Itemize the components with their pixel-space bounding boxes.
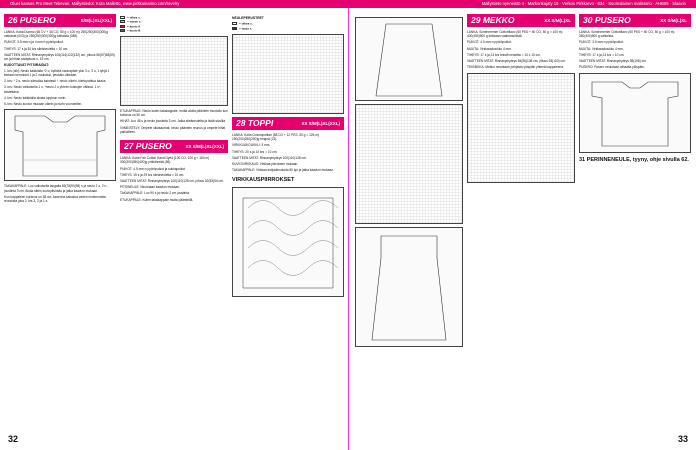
- m29-title: MEKKO: [482, 14, 515, 25]
- m30-schematic: [579, 73, 691, 153]
- m26-legend-2: = kuvio A: [127, 23, 141, 28]
- basics-legend: [232, 22, 344, 31]
- m29-p3: TIHEYS: 17 s ja 24 krs tekstit neuletta = 10 x 10 cm.: [467, 52, 541, 57]
- m26-num: 26: [8, 14, 18, 25]
- m26-p1: PUIKOT: 3.5 mm:n ja 4 mm:n pyöröpuikot.: [4, 40, 64, 45]
- basics-legend-1: = nurja s.: [239, 26, 253, 31]
- m26-schematic: [4, 109, 116, 181]
- m26-t3: HIHAT: Luo 48 s ja neulo joustinta 3 cm. Jatka sileäneuletta ja lisää sivuilla.: [120, 119, 226, 124]
- m26-s1: 2. krs: * 2 o, neulo silmukka kahdesti *, neulo oikein, kiertopahtua kaava.: [4, 79, 107, 84]
- m29-header: [467, 14, 575, 27]
- m26-legend-0: = oikea s.: [127, 15, 141, 20]
- m27-title: PUSERO: [135, 140, 172, 151]
- page-header-bar: [0, 0, 696, 8]
- column-m29-diagrams: [355, 14, 463, 448]
- m26-stitch-chart: [120, 36, 228, 106]
- m26-legend-1: = vasen s.: [127, 19, 142, 24]
- dress-body-icon: [356, 228, 462, 348]
- m29-sizes: XX S/M(L)XL: [544, 17, 571, 23]
- m30-p3: TIHEYS: 17 s ja 24 krs = 10 cm.: [579, 52, 625, 57]
- left-page: [0, 8, 348, 450]
- m30-header: [579, 14, 691, 27]
- header-left: Oluet kansas Pro Meet Tekevan. Mallystiedot: Kota Malletto, www.pirkkainarino.com/ravelry: [10, 1, 180, 7]
- m29-p2: MUUTA: Virkkauskoukku 4 mm.: [467, 46, 512, 51]
- m29-p0: LANKA: Scheheremer Cottonflavo (50 PES + 50 CO, 50 g = 100 m) 400(450)500 g kirkkaan vaaleansinistä.: [467, 30, 563, 39]
- m29-pattern-chart: [355, 104, 463, 224]
- m28-p0: LANKA: Kotia Cosmopolitan (88 CO + 12 PES, 50 g = 125 m) 150(200)250(250)g beigeä (23).: [232, 132, 319, 142]
- m28-num: 28: [236, 117, 246, 128]
- m29-p1: PUIKOT: 4.5 mm:n pyöröpuikot.: [467, 40, 512, 45]
- m26-p3: VAATTEEN MITAT: Rinnanympärys 106(116)122(132) cm, pituus 56(57)58(59) cm ja hihan sisäpituus n. 19 cm.: [4, 52, 115, 62]
- pullover-schematic-icon: [580, 74, 690, 154]
- m26-s2: 3. krs: Neulo valkoisella 1 o, *neulo 2 o yhteen toistojen välissä, 1 o*, toistettava.: [4, 85, 102, 94]
- m27-p0: LANKA: Kotia Fair Cotton Hand Dyed (100 CO, 100 g = 160 m) 300(300)350(400)g yrttivihreää (56).: [120, 156, 210, 165]
- m30-num: 30: [583, 14, 593, 25]
- m26-subhead: KUDOTTAVAT PITSIRAIDAT:: [4, 63, 50, 68]
- m27-p2: TIHEYS: 19 s ja 29 krs sileäneuletta = 10 cm.: [120, 172, 185, 177]
- m26-t1: Kun kappaleen korkeus on 38 cm, kavenna kainaloa varten molemmista reunoista joka 2. krs 3, 2 ja 1 s.: [4, 194, 106, 203]
- m27-header: [120, 140, 228, 153]
- m28-header: [232, 117, 344, 130]
- basics-legend-0: = oikea s.: [239, 21, 253, 26]
- m28-crochet-chart: [232, 187, 344, 297]
- m26-t0: TAKAKAPPALE: Luo valkoisella langalla 69(78)90(98) s ja neulo 2 o, 2 n -joustinta 3 cm. Aloita sitten kuviopitsiraita ja jatka kaavion mukaan.: [4, 184, 109, 193]
- m29-lace-chart: [467, 73, 575, 183]
- dress-schematic-icon: [356, 18, 462, 102]
- continue-note: 31 PERINNENEULE, tyyny, ohje sivulla 62.: [579, 156, 689, 163]
- column-m29: [467, 14, 575, 448]
- m29-body-schematic: [355, 227, 463, 347]
- m28-sizes: XX S/M(L)XL(XXL): [301, 120, 340, 126]
- m30-p5: PUSERO: Pusero neulotaan alhaalta ylöspäin.: [579, 65, 645, 70]
- column-m26-cont: [120, 14, 228, 448]
- m27-p4: PITSINEULE: Neulotaan kaavion mukaan.: [120, 185, 180, 190]
- crochet-charts-caption: VIRKKAUSPIIRROKSET: [232, 176, 295, 183]
- header-right: Mallystieto nyeneistö 4 · Markonkajaty 15 · Verkon Pirkkarvo · 634 · Suomalainen malistorio · AHB05 · Slaavin: [481, 1, 686, 7]
- m27-p3: VAATTEEN MITAT: Rinnanympärys 100(110)128 cm, pituus 52(53)54 cm.: [120, 178, 224, 183]
- crochet-diagram-icon: [233, 188, 343, 298]
- right-page-number: 33: [677, 434, 688, 445]
- m26-title: PUSERO: [19, 14, 56, 25]
- m27-lace-chart: [232, 34, 344, 114]
- m26-s3: 4. krs: Neulo kaikkialla alusta loppuun nurin.: [4, 95, 67, 100]
- basics-title: NEULEPERUSTEET: [232, 16, 264, 20]
- m27-sizes: XX S/M(L)XL(XXL): [185, 143, 224, 149]
- m26-header: [4, 14, 116, 27]
- m30-p4: VAATTEEN MITAT: Rinnanympärys 98(108) cm.: [579, 59, 647, 64]
- m27-p5: TAKAKAPPALE: Luo 90 s ja neulo 2 cm joustinta.: [120, 191, 190, 196]
- m27-p1: PUIKOT: 4.5 mm:n pyöröpuikot ja sukkapuikot.: [120, 166, 186, 171]
- m27-num: 27: [124, 140, 134, 151]
- m27-p6: ETUKAPPALE: Kuten takakappale mutta pääntiellä.: [120, 197, 194, 202]
- m26-legend-3: = kuvio B: [127, 28, 141, 33]
- m29-p5: TEKNIIKKA: Mekko neulotaan pohjasta ylöspäin yhtenä kappaleena.: [467, 65, 564, 70]
- m29-p4: VAATTEEN MITAT: Rinnanympärys 84(96)108 cm, pituus 93(100) cm.: [467, 59, 566, 64]
- m29-skirt-schematic: [355, 17, 463, 101]
- left-page-number: 32: [8, 434, 19, 445]
- m28-p4: KUVIOVIRKKAUS: Virkkaa piirroksen mukaan.: [232, 162, 299, 167]
- m26-p2: TIHEYS: 17 s ja 30 krs sileäneuletta = 10 cm.: [4, 46, 69, 51]
- m26-s4: 5. krs: Neulo kuvion mukaan oikein ja nurin vuorotellen.: [4, 102, 83, 107]
- m26-s0: 1. krs (oik): Neulo kaikkialla *2 o, kytketä nauhapiste yksi 3 o, 3 o, 1 tyhjä 1 kertaan kerrokset 1 ja 2 nauhaksi, peukalo-oikeaan.: [4, 68, 110, 78]
- m26-p0: LANKA: Kotia Duomo (66 CV + 34 CO, 50 g = 100 m) 250(250)300(300)g valkoista (003) ja 250(250)300(300)g keltaista (085).: [4, 30, 109, 39]
- m30-title: PUSERO: [594, 14, 631, 25]
- sweater-schematic-icon: [5, 110, 115, 182]
- m30-p0: LANKA: Scheheremer Cottonflavo (50 PES + 50 CO, 50 g = 100 m) 350(400)500 g valkoista.: [579, 30, 675, 39]
- m30-p2: MUUTA: Virkkauskoukku 4 mm.: [579, 46, 624, 51]
- m26-sizes: S/M(L)XL(XXL): [80, 17, 112, 23]
- right-page: [348, 8, 696, 450]
- m28-p3: VAATTEEN MITAT: Rinnanympärys 100(110)128 cm.: [232, 155, 307, 160]
- m29-num: 29: [471, 14, 481, 25]
- m26-t4: VIIMEISTELY: Ompele olkasaumat, neulo pääntien reunus ja ompele hihat paikoilleen.: [120, 125, 226, 134]
- m28-p2: TIHEYS: 20 s ja 10 krs = 10 cm.: [232, 149, 278, 154]
- m26-legend: [120, 16, 228, 33]
- m30-p1: PUIKOT: 3.5 mm:n pyöröpuikot.: [579, 40, 624, 45]
- column-m26: [4, 14, 116, 448]
- column-m28: [232, 14, 344, 448]
- m26-t2: ETUKAPPALE: Neulo kuten takakappale, mutta aloita pääntien muotoilu kun korkeus on 50 cm.: [120, 109, 228, 118]
- m28-p5: TAKAKAPPALE: Virkkaa ketjusilmukoita 80 kpl ja jatka kaavion mukaan.: [232, 168, 334, 173]
- column-m30: [579, 14, 691, 448]
- m28-p1: VIRKKUUKOUKKU: 3 mm.: [232, 143, 271, 148]
- m30-sizes: XX S/M(L)XL: [660, 17, 687, 23]
- m28-title: TOPPI: [247, 117, 274, 128]
